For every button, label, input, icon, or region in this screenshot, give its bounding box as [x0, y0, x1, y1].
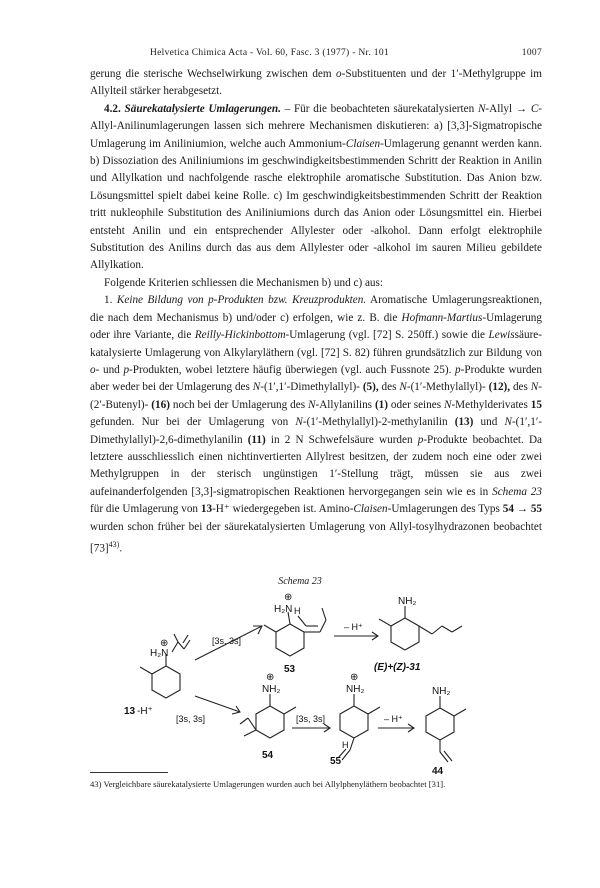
label-55: 55 [330, 756, 342, 767]
scheme-title: Schema 23 [278, 576, 322, 587]
compound-54-structure [240, 694, 296, 738]
reaction-scheme [0, 586, 600, 776]
section-heading: Säurekatalysierte Umlagerungen. [124, 102, 281, 115]
charge-53: ⊕ [284, 592, 293, 603]
amine-54: NH₂ [262, 684, 281, 695]
label-31: (E)+(Z)-31 [374, 662, 421, 673]
compound-44-structure [426, 696, 466, 762]
paragraph-section-4-2: 4.2. Säurekatalysierte Umlagerungen. – Für die beobachteten säurekatalysierten N-Allyl → C-Allyl-Anilinumlagerungen lassen sich mehrere Mechanismen diskutieren: a) [3,3]-Sigmatropische Umlagerung im Aniliniumion, welche auch Ammonium-Claisen-Umlagerung genannt werden kann. b) Dissoziation des Aniliniumions im geschwindigkeitsbestimmenden Schritt der Reaktion in Anilin und Allylkation und nachfolgende rasche elektrophile aromatische Substitution. Das Anion bzw. Lösungsmittel spielt dabei keine Rolle. c) Im geschwindigkeitsbestimmenden Schritt der Reaktion tritt nukleophile Substitution des Aniliniumions durch das Anion oder Lösungsmittel ein. Hierbei entsteht Anilin und ein entsprechender Allylester oder -alkohol. Dann erfolgt elektrophile Substitution des Anilins durch das aus dem Allylester oder -alkohol im sauren Milieu gebildete Allylkation. [90, 102, 543, 272]
amine-44: NH₂ [432, 686, 451, 697]
footnote-ref[interactable]: 43) [108, 539, 120, 549]
arrow-13-to-54 [195, 696, 240, 712]
article-body [90, 66, 542, 558]
label-44: 44 [432, 766, 444, 776]
paragraph-criterion-1: 1. Keine Bildung von p-Produkten bzw. Kreuzprodukten. Aromatische Umlagerungsreaktionen, die nach dem Mechanismus b) und/oder c) erfolgen, wie z. B. die Hofmann-Martius-Umlagerung oder ihre Variante, die Reilly-Hickinbottom-Umlagerung (vgl. [72] S. 250ff.) sowie die Lewissäure-katalysierte Umlagerung von Alkylaryläthern (vgl. [72] S. 82) führen grundsätzlich zur Bildung von o- und p-Produkten, wobei letztere häufig überwiegen (vgl. auch Fussnote 25). p-Produkte wurden aber weder bei der Umlagerung des N-(1′,1′-Dimethylallyl)- (5), des N-(1′-Methylallyl)- (12), des N-(2′-Butenyl)- (16) noch bei der Umlagerung des N-Allylanilins (1) oder seines N-Methylderivates 15 gefunden. Nur bei der Umlagerung von N-(1′-Methylallyl)-2-methylanilin (13) und N-(1′,1′-Dimethylallyl)-2,6-dimethylanilin (11) in 2 N Schwefelsäure wurden p-Produkte beobachtet. Da letztere ausschliesslich einen nichtinvertierten Allylrest besitzen, der zudem noch eine oder zwei Methylgruppen in der sterisch ungünstigen 1′-Stellung trägt, müssen sie aus zwei aufeinanderfolgenden [3,3]-sigmatropischen Reaktionen hervorgegangen sein wie es in Schema 23 für die Umlagerung von 13-H⁺ wiedergegeben ist. Amino-Claisen-Umlagerungen des Typs 54 → 55 wurden schon früher bei der säurekatalysierten Umlagerung von Allyl-tosylhydrazonen beobachtet $[73]^{43)}$. [90, 294, 543, 555]
h-55: H [342, 740, 349, 750]
compound-31-structure [379, 606, 462, 650]
label-minus-h-2: – H⁺ [384, 714, 403, 724]
charge-54: ⊕ [266, 672, 275, 683]
label-sigmatropic-1: [3s, 3s] [212, 636, 242, 646]
criterion-heading: Keine Bildung von p-Produkten bzw. Kreuzprodukten. [116, 294, 367, 307]
paragraph-criteria: Folgende Kriterien schliessen die Mechanismen b) und c) aus: [104, 276, 383, 289]
h-53: H [294, 606, 301, 616]
label-13: 13 [124, 706, 136, 717]
label-minus-h-1: – H⁺ [344, 622, 363, 632]
compound-55-structure [338, 694, 380, 760]
label-sigmatropic-2: [3s, 3s] [176, 714, 206, 724]
section-number: 4.2. [104, 102, 121, 115]
charge-55: ⊕ [350, 672, 359, 683]
amine-13: H₂N [150, 648, 169, 659]
label-53: 53 [284, 664, 296, 675]
charge-13: ⊕ [160, 638, 169, 649]
label-13-suffix: -H⁺ [137, 706, 153, 717]
footnote-rule [90, 772, 168, 773]
journal-citation: Helvetica Chimica Acta - Vol. 60, Fasc. 3 (1977) - Nr. 101 [150, 48, 389, 58]
footnote-43: 43) Vergleichbare säurekatalysierte Umlagerungen wurden auch bei Allylphenyläthern beobachtet [31]. [90, 779, 446, 789]
paragraph-continued: gerung die sterische Wechselwirkung zwischen dem o-Substituenten und der 1′-Methylgruppe im Allylteil stärker herabgesetzt. [90, 68, 542, 98]
label-sigmatropic-3: [3s, 3s] [296, 714, 326, 724]
page-number: 1007 [521, 48, 542, 58]
label-54: 54 [262, 750, 274, 761]
amine-31: NH₂ [398, 596, 417, 607]
amine-53: H₂N [274, 604, 293, 615]
amine-55: NH₂ [346, 684, 365, 695]
